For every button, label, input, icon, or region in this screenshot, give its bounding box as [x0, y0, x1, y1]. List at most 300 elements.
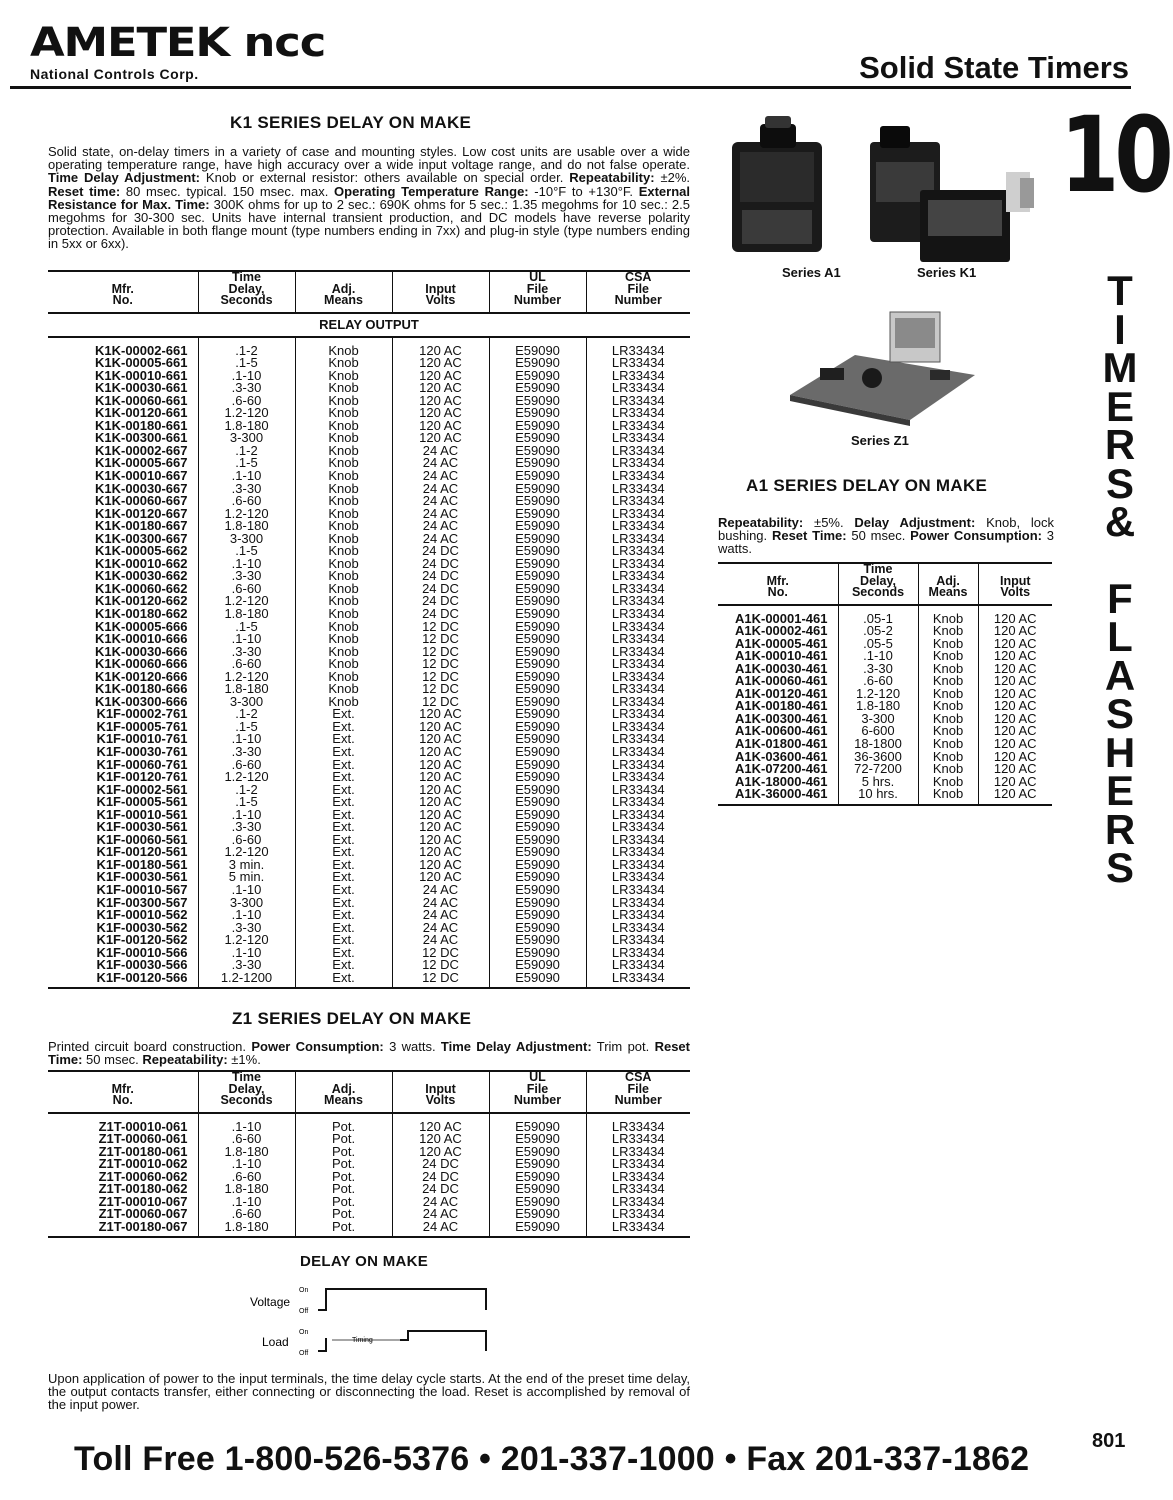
table-cell: 120 AC [392, 708, 489, 721]
table-cell: Ext. [295, 771, 392, 784]
table-cell: Ext. [295, 746, 392, 759]
table-cell: .6-60 [198, 1133, 295, 1146]
table-cell: LR33434 [586, 934, 690, 947]
table-cell: LR33434 [586, 370, 690, 383]
table-cell: K1K-00300-667 [94, 530, 188, 546]
table-cell: 120 AC [978, 625, 1052, 638]
table-cell: 24 DC [392, 1158, 489, 1171]
table-cell: E59090 [489, 947, 586, 960]
table-cell: Ext. [295, 784, 392, 797]
table-cell: LR33434 [586, 608, 690, 621]
table-cell: K1K-00005-666 [94, 618, 188, 634]
table-cell: .3-30 [198, 483, 295, 496]
table-cell: Pot. [295, 1221, 392, 1238]
table-cell: E59090 [489, 445, 586, 458]
table-cell: Pot. [295, 1171, 392, 1184]
table-cell: K1K-00005-662 [94, 543, 188, 559]
table-cell: .1-5 [198, 796, 295, 809]
table-cell: Knob [295, 457, 392, 470]
table-cell: 120 AC [978, 776, 1052, 789]
table-cell: LR33434 [586, 621, 690, 634]
table-cell: K1F-00030-761 [96, 744, 188, 759]
voltage-trace [318, 1289, 486, 1310]
section-tab-letter: I [1114, 305, 1126, 353]
table-cell: 24 AC [392, 445, 489, 458]
k1-description-run: Knob or external resistor: others available on special order. [200, 170, 570, 186]
table-cell: Knob [295, 533, 392, 546]
table-cell: Pot. [295, 1183, 392, 1196]
column-header: Adj. Means [918, 563, 978, 605]
table-cell: Ext. [295, 959, 392, 972]
table-cell: LR33434 [586, 495, 690, 508]
z1-description-run: Reset Time: [48, 1039, 690, 1068]
table-cell: E59090 [489, 520, 586, 533]
z1-description-run: 50 msec. [82, 1052, 143, 1068]
table-subheader: RELAY OUTPUT [48, 313, 690, 337]
table-cell: 120 AC [392, 370, 489, 383]
table-cell: A1K-01800-461 [734, 735, 828, 751]
table-cell: K1K-00120-666 [94, 668, 188, 684]
diagram-title: DELAY ON MAKE [300, 1253, 429, 1270]
table-cell: 5 hrs. [838, 776, 918, 789]
k1-description-run: Operating Temperature Range: [334, 183, 529, 199]
table-cell: .1-2 [198, 445, 295, 458]
table-cell: Knob [918, 751, 978, 764]
table-cell: K1K-00030-667 [94, 480, 188, 496]
table-cell: 120 AC [978, 638, 1052, 651]
table-cell: 1.8-180 [838, 700, 918, 713]
table-cell: K1K-00010-667 [94, 467, 188, 483]
table-cell: 24 AC [392, 483, 489, 496]
table-cell: 1.2-120 [838, 688, 918, 701]
column-header: Mfr. No. [48, 1071, 198, 1113]
load-off-label: Off [299, 1350, 309, 1357]
table-cell: K1K-00180-667 [94, 518, 188, 534]
table-cell: 1.8-180 [198, 1146, 295, 1159]
table-cell: Ext. [295, 834, 392, 847]
brand-wordmark: AMETEK ncc [30, 20, 326, 66]
table-cell: K1K-00010-662 [94, 555, 188, 571]
table-cell: E59090 [489, 708, 586, 721]
table-cell: A1K-07200-461 [734, 761, 828, 777]
table-cell: E59090 [489, 495, 586, 508]
table-cell: K1K-00010-666 [94, 631, 188, 647]
z1-description [48, 1040, 690, 1066]
table-cell: K1F-00030-566 [96, 957, 188, 973]
table-cell: 24 AC [392, 897, 489, 910]
table-cell: LR33434 [586, 959, 690, 972]
table-cell: A1K-00300-461 [734, 710, 828, 726]
table-cell: LR33434 [586, 909, 690, 922]
table-cell: LR33434 [586, 1183, 690, 1196]
table-cell: K1F-00120-562 [96, 932, 188, 948]
table-cell: K1F-00060-561 [96, 831, 188, 847]
k1-description-run: ±2%. [654, 170, 690, 186]
table-cell: Knob [295, 520, 392, 533]
table-cell: Knob [295, 583, 392, 596]
a1-description-run: 3 watts. [718, 528, 1055, 557]
table-cell: .3-30 [198, 646, 295, 659]
table-cell: 24 AC [392, 884, 489, 897]
table-cell: E59090 [489, 934, 586, 947]
table-cell: LR33434 [586, 809, 690, 822]
table-cell: E59090 [489, 759, 586, 772]
column-header: Input Volts [392, 1071, 489, 1113]
table-cell: A1K-00180-461 [734, 698, 828, 714]
table-cell: .3-30 [838, 663, 918, 676]
table-cell: Knob [295, 595, 392, 608]
table-cell: .1-10 [198, 558, 295, 571]
table-cell: LR33434 [586, 357, 690, 370]
table-cell: Ext. [295, 922, 392, 935]
table-cell: K1F-00005-761 [96, 718, 188, 734]
brand-subtitle: National Controls Corp. [30, 66, 199, 82]
table-cell: 12 DC [392, 646, 489, 659]
table-cell: 120 AC [392, 821, 489, 834]
table-cell: Pot. [295, 1158, 392, 1171]
table-cell: E59090 [489, 1221, 586, 1238]
section-tab-letter: T [1107, 267, 1133, 314]
column-header: CSA File Number [586, 1071, 690, 1113]
load-label: Load [262, 1335, 289, 1349]
table-cell: K1K-00180-661 [94, 417, 188, 433]
table-cell: E59090 [489, 809, 586, 822]
header-rule [10, 86, 1131, 89]
table-cell: LR33434 [586, 721, 690, 734]
table-cell: Knob [295, 407, 392, 420]
table-cell: Knob [295, 420, 392, 433]
section-tab-letter: L [1107, 613, 1133, 660]
table-cell: .1-10 [198, 884, 295, 897]
table-cell: Z1T-00060-061 [98, 1131, 188, 1147]
table-cell: Pot. [295, 1121, 392, 1134]
table-cell: Knob [295, 395, 392, 408]
table-cell: Ext. [295, 721, 392, 734]
table-cell: Knob [918, 713, 978, 726]
table-cell: LR33434 [586, 1133, 690, 1146]
k1-description-run: Time Delay Adjustment: [48, 170, 200, 186]
table-cell: 1.2-120 [198, 508, 295, 521]
table-cell: E59090 [489, 796, 586, 809]
table-cell: Z1T-00060-067 [98, 1206, 188, 1222]
table-cell: .3-30 [198, 746, 295, 759]
table-cell: 12 DC [392, 633, 489, 646]
table-cell: 24 AC [392, 495, 489, 508]
section-number: 10 [1060, 94, 1169, 216]
table-cell: Knob [295, 545, 392, 558]
table-cell: Z1T-00010-061 [98, 1118, 188, 1134]
table-cell: 24 AC [392, 508, 489, 521]
table-cell: K1F-00300-567 [96, 894, 188, 910]
table-cell: .1-2 [198, 345, 295, 358]
z1-section-title: Z1 SERIES DELAY ON MAKE [232, 1009, 472, 1028]
table-cell: .3-30 [198, 821, 295, 834]
table-cell: Z1T-00180-062 [98, 1181, 188, 1197]
table-cell: LR33434 [586, 834, 690, 847]
table-cell: E59090 [489, 859, 586, 872]
k1-description-run: Solid state, on-delay timers in a variety of case and mounting styles. Low cost units are usable over a wide operating temperature range, have high accuracy over a wide input voltage range, and do not false operate. [48, 144, 690, 173]
table-cell: E59090 [489, 821, 586, 834]
table-cell: 1.2-120 [198, 595, 295, 608]
table-cell: .1-5 [198, 357, 295, 370]
table-cell: 1.8-180 [198, 608, 295, 621]
table-cell: 120 AC [392, 1121, 489, 1134]
table-cell: 12 DC [392, 959, 489, 972]
table-cell: K1K-00060-667 [94, 493, 188, 509]
table-cell: 120 AC [392, 1133, 489, 1146]
table-cell: E59090 [489, 382, 586, 395]
table-cell: 12 DC [392, 947, 489, 960]
table-cell: LR33434 [586, 382, 690, 395]
table-cell: Ext. [295, 884, 392, 897]
table-cell: .3-30 [198, 570, 295, 583]
table-cell: LR33434 [586, 1208, 690, 1221]
table-cell: Ext. [295, 708, 392, 721]
table-cell: A1K-00010-461 [734, 648, 828, 664]
table-cell: Knob [295, 671, 392, 684]
table-cell: E59090 [489, 432, 586, 445]
table-cell: .1-10 [198, 1158, 295, 1171]
table-cell: .3-30 [198, 922, 295, 935]
caption-series-k1: Series K1 [917, 265, 977, 280]
table-cell: K1F-00030-562 [96, 919, 188, 935]
table-cell: LR33434 [586, 871, 690, 884]
table-cell: Knob [918, 688, 978, 701]
table-cell: 24 DC [392, 583, 489, 596]
table-row [718, 788, 1052, 805]
table-cell: LR33434 [586, 972, 690, 989]
table-cell: 3-300 [198, 696, 295, 709]
a1-description-run: Power Consumption: [910, 528, 1042, 544]
table-cell: LR33434 [586, 545, 690, 558]
table-cell: 120 AC [392, 357, 489, 370]
table-cell: 1.8-180 [198, 1183, 295, 1196]
table-cell: 10 hrs. [838, 788, 918, 805]
table-cell: LR33434 [586, 696, 690, 709]
table-cell: .6-60 [838, 675, 918, 688]
table-cell: E59090 [489, 646, 586, 659]
table-cell: Knob [918, 725, 978, 738]
voltage-label: Voltage [250, 1295, 291, 1309]
table-cell: Ext. [295, 897, 392, 910]
table-cell: E59090 [489, 420, 586, 433]
table-cell: 3-300 [198, 432, 295, 445]
table-cell: 120 AC [392, 407, 489, 420]
table-cell: .6-60 [198, 658, 295, 671]
table-cell: .1-10 [198, 370, 295, 383]
table-cell: .1-10 [198, 633, 295, 646]
table-cell: A1K-00060-461 [734, 673, 828, 689]
page-header-title: Solid State Timers [859, 50, 1129, 85]
table-cell: 120 AC [978, 700, 1052, 713]
a1-description-run: Delay Adjustment: [854, 515, 976, 530]
table-cell: .1-2 [198, 708, 295, 721]
table-cell: 1.2-1200 [198, 972, 295, 989]
table-cell: Ext. [295, 821, 392, 834]
table-cell: LR33434 [586, 733, 690, 746]
table-cell: LR33434 [586, 658, 690, 671]
column-header: Mfr. No. [718, 563, 838, 605]
column-header: UL File Number [489, 271, 586, 313]
a1-description-run: Knob, lock bushing. [718, 515, 1054, 544]
table-cell: 36-3600 [838, 751, 918, 764]
table-cell: Knob [295, 470, 392, 483]
table-cell: .05-1 [838, 613, 918, 626]
table-cell: 1.2-120 [198, 671, 295, 684]
table-cell: Knob [918, 776, 978, 789]
table-cell: E59090 [489, 746, 586, 759]
table-cell: K1K-00005-667 [94, 455, 188, 471]
table-row [48, 972, 690, 989]
table-cell: 24 AC [392, 934, 489, 947]
table-cell: 24 DC [392, 558, 489, 571]
table-cell: .6-60 [198, 1208, 295, 1221]
table-cell: LR33434 [586, 420, 690, 433]
voltage-on-label: On [299, 1287, 309, 1294]
table-cell: E59090 [489, 683, 586, 696]
table-cell: K1F-00002-761 [96, 706, 188, 722]
table-cell: Knob [918, 625, 978, 638]
table-cell: E59090 [489, 483, 586, 496]
table-cell: 24 AC [392, 1221, 489, 1238]
table-cell: 120 AC [392, 395, 489, 408]
table-cell: LR33434 [586, 457, 690, 470]
table-cell: 1.2-120 [198, 407, 295, 420]
table-cell: Ext. [295, 733, 392, 746]
table-cell: 12 DC [392, 972, 489, 989]
table-cell: LR33434 [586, 859, 690, 872]
table-cell: K1K-00120-662 [94, 593, 188, 609]
table-cell: 120 AC [392, 871, 489, 884]
footer-phone-numbers: Toll Free 1-800-526-5376 • 201-337-1000 • Fax 201-337-1862 [74, 1440, 1030, 1478]
table-cell: Knob [295, 357, 392, 370]
table-cell: Knob [295, 658, 392, 671]
table-cell: 120 AC [392, 846, 489, 859]
table-cell: E59090 [489, 595, 586, 608]
k1-description-run: Repeatability: [569, 170, 655, 186]
table-cell: 120 AC [978, 688, 1052, 701]
table-cell: 1.8-180 [198, 1221, 295, 1238]
table-cell: E59090 [489, 345, 586, 358]
table-cell: E59090 [489, 1196, 586, 1209]
table-cell: LR33434 [586, 746, 690, 759]
table-cell: 120 AC [978, 725, 1052, 738]
table-cell: 120 AC [392, 432, 489, 445]
table-cell: Ext. [295, 909, 392, 922]
table-cell: .1-10 [198, 947, 295, 960]
table-cell: E59090 [489, 721, 586, 734]
table-cell: LR33434 [586, 1171, 690, 1184]
column-header: Time Delay, Seconds [838, 563, 918, 605]
table-cell: 120 AC [392, 759, 489, 772]
table-cell: Knob [295, 646, 392, 659]
table-cell: 24 AC [392, 470, 489, 483]
table-cell: E59090 [489, 972, 586, 989]
table-cell: .6-60 [198, 1171, 295, 1184]
table-cell: A1K-00600-461 [734, 723, 828, 739]
section-tab-letter: & [1104, 498, 1136, 545]
table-cell: 120 AC [392, 345, 489, 358]
table-cell: E59090 [489, 884, 586, 897]
table-cell: 1.8-180 [198, 520, 295, 533]
z1-spec-table [48, 1070, 690, 1238]
table-cell: 120 AC [392, 771, 489, 784]
product-photo-a1-k1 [720, 112, 1050, 272]
table-cell: 12 DC [392, 696, 489, 709]
table-cell: K1F-00030-561 [96, 819, 188, 835]
table-cell: Knob [295, 382, 392, 395]
a1-description-run: Repeatability: [718, 515, 804, 530]
table-cell: LR33434 [586, 432, 690, 445]
section-tab-letter: A [1104, 651, 1136, 699]
table-cell: Pot. [295, 1133, 392, 1146]
table-cell: K1F-00180-561 [96, 856, 188, 872]
caption-series-a1: Series A1 [782, 265, 841, 280]
table-cell: Z1T-00180-061 [98, 1143, 188, 1159]
table-cell: Knob [918, 663, 978, 676]
table-cell: 3-300 [838, 713, 918, 726]
table-cell: 120 AC [392, 809, 489, 822]
table-cell: Ext. [295, 759, 392, 772]
table-cell: 120 AC [978, 751, 1052, 764]
table-cell: K1F-00120-761 [96, 769, 188, 785]
table-cell: K1K-00060-666 [94, 656, 188, 672]
table-cell: 120 AC [392, 721, 489, 734]
table-cell: 24 DC [392, 1183, 489, 1196]
table-cell: E59090 [489, 1133, 586, 1146]
k1-description [48, 145, 690, 251]
table-cell: .05-2 [838, 625, 918, 638]
table-cell: Knob [918, 675, 978, 688]
table-cell: Z1T-00010-062 [98, 1156, 188, 1172]
table-cell: 72-7200 [838, 763, 918, 776]
table-cell: Knob [295, 621, 392, 634]
table-cell: E59090 [489, 897, 586, 910]
table-cell: A1K-36000-461 [718, 788, 838, 805]
table-cell: 24 AC [392, 922, 489, 935]
column-header: Time Delay, Seconds [198, 1071, 295, 1113]
table-cell: 12 DC [392, 658, 489, 671]
table-cell: 24 AC [392, 533, 489, 546]
table-cell: LR33434 [586, 483, 690, 496]
k1-description-run: 300K ohms for up to 2 sec.: 690K ohms for 5 sec.: 1.35 megohms for 10 sec.: 2.5 megohms for 30-300 sec. Units have internal transient production, and DC models have reverse polarity protection. Available in both flange mount (type numbers ending in 7xx) and plug-in style (type numbers ending in 5xx or 6xx). [48, 196, 690, 252]
column-header: Input Volts [392, 271, 489, 313]
table-cell: E59090 [489, 784, 586, 797]
table-cell: 120 AC [978, 788, 1052, 805]
a1-description-run: ±5%. [803, 515, 855, 530]
a1-description-run: 50 msec. [846, 528, 911, 544]
section-tab-letter: S [1105, 844, 1134, 891]
table-cell: K1K-00060-661 [94, 392, 188, 408]
table-cell: Ext. [295, 796, 392, 809]
table-cell: .1-10 [198, 809, 295, 822]
table-cell: LR33434 [586, 583, 690, 596]
table-cell: LR33434 [586, 345, 690, 358]
table-cell: Knob [295, 370, 392, 383]
timing-label: Timing [352, 1337, 373, 1344]
table-cell: .6-60 [198, 495, 295, 508]
table-cell: E59090 [489, 395, 586, 408]
table-cell: Z1T-00060-062 [98, 1168, 188, 1184]
table-cell: .1-5 [198, 621, 295, 634]
table-cell: 120 AC [392, 859, 489, 872]
table-cell: LR33434 [586, 1121, 690, 1134]
table-cell: K1K-00010-661 [94, 367, 188, 383]
table-cell: E59090 [489, 608, 586, 621]
table-cell: K1F-00030-561 [96, 869, 188, 885]
table-cell: 24 AC [392, 1208, 489, 1221]
column-header: Input Volts [978, 563, 1052, 605]
